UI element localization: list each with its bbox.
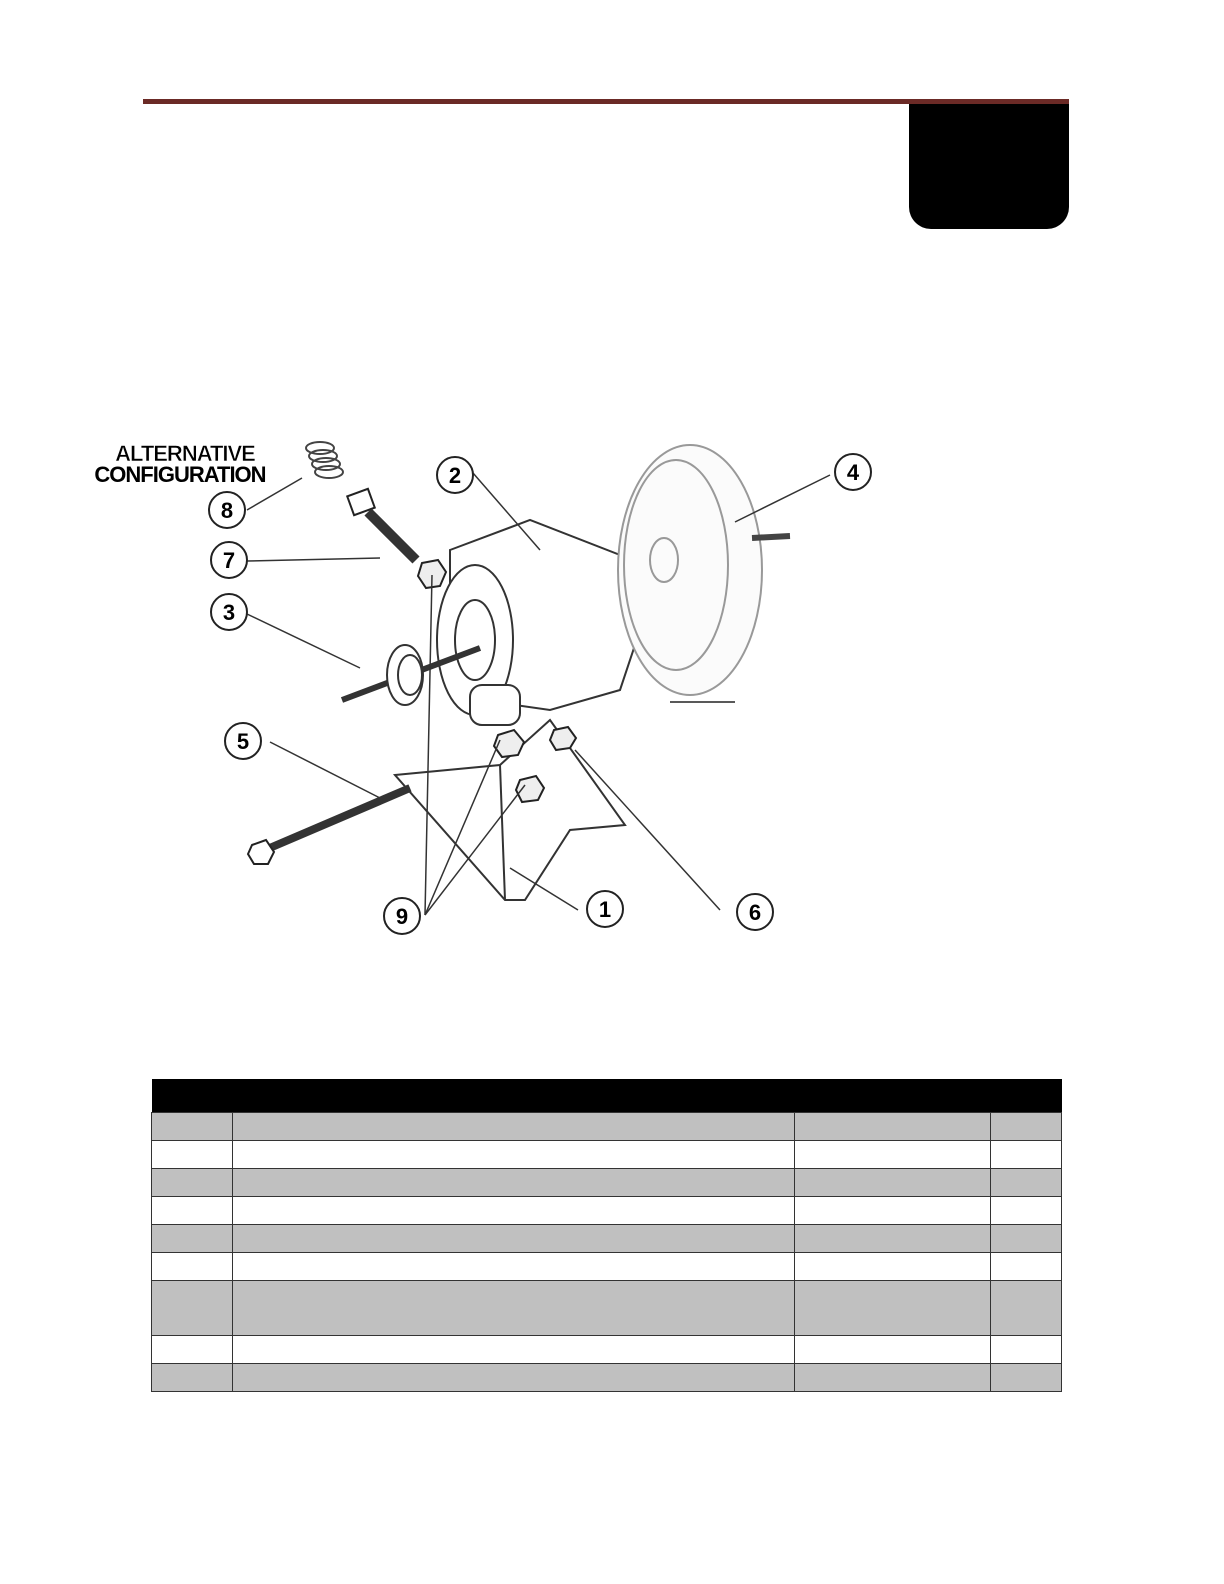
- table-cell: [233, 1364, 795, 1392]
- table-cell: [991, 1281, 1062, 1336]
- wheel-part: [618, 445, 790, 695]
- table-cell: [795, 1364, 991, 1392]
- table-cell: [991, 1141, 1062, 1169]
- callout-5-label: 5: [236, 729, 250, 754]
- table-row: [152, 1364, 1062, 1392]
- header-cell: [233, 1079, 795, 1113]
- table-row: [152, 1169, 1062, 1197]
- table-cell: [233, 1169, 795, 1197]
- table-cell: [795, 1197, 991, 1225]
- table-cell: [795, 1113, 991, 1141]
- callout-1-label: 1: [598, 897, 612, 922]
- table-cell: [152, 1364, 233, 1392]
- callout-7: [211, 542, 247, 578]
- table-cell: [152, 1141, 233, 1169]
- header-cell: [152, 1079, 233, 1113]
- table-cell: [795, 1336, 991, 1364]
- table-cell: [152, 1281, 233, 1336]
- table-cell: [991, 1225, 1062, 1253]
- spring-part: [306, 442, 343, 478]
- callout-9: [384, 898, 420, 934]
- table-row: [152, 1225, 1062, 1253]
- alternative-label-line2: CONFIGURATION: [94, 462, 266, 487]
- callout-9-label: 9: [395, 904, 409, 929]
- callout-2-label: 2: [448, 463, 462, 488]
- table-cell: [233, 1253, 795, 1281]
- table-cell: [991, 1364, 1062, 1392]
- table-row: [152, 1281, 1062, 1336]
- table-cell: [991, 1113, 1062, 1141]
- table-cell: [233, 1197, 795, 1225]
- parts-table-header: [152, 1079, 1062, 1113]
- table-cell: [795, 1141, 991, 1169]
- table-row: [152, 1253, 1062, 1281]
- table-cell: [152, 1253, 233, 1281]
- table-row: [152, 1336, 1062, 1364]
- table-cell: [233, 1281, 795, 1336]
- table-cell: [991, 1336, 1062, 1364]
- exploded-parts-diagram: [80, 430, 900, 950]
- bolt-part: [248, 788, 410, 864]
- callout-4: [835, 454, 871, 490]
- table-cell: [795, 1253, 991, 1281]
- table-cell: [152, 1336, 233, 1364]
- callout-3: [211, 594, 247, 630]
- table-cell: [795, 1169, 991, 1197]
- section-tab: [909, 104, 1069, 229]
- parts-table: [151, 1079, 1062, 1392]
- table-cell: [795, 1225, 991, 1253]
- callout-8: [209, 492, 245, 528]
- callout-6: [737, 894, 773, 930]
- callout-5: [225, 723, 261, 759]
- table-cell: [152, 1113, 233, 1141]
- callout-7-label: 7: [222, 548, 236, 573]
- callout-2: [437, 457, 473, 493]
- table-row: [152, 1197, 1062, 1225]
- callout-8-label: 8: [220, 498, 234, 523]
- table-cell: [233, 1225, 795, 1253]
- table-cell: [991, 1253, 1062, 1281]
- alternative-configuration-label: [94, 441, 265, 487]
- callout-3-label: 3: [222, 600, 236, 625]
- table-cell: [152, 1225, 233, 1253]
- screw-part: [347, 489, 416, 560]
- header-cell: [795, 1079, 991, 1113]
- table-cell: [795, 1281, 991, 1336]
- table-cell: [152, 1169, 233, 1197]
- callout-1: [587, 891, 623, 927]
- table-cell: [152, 1197, 233, 1225]
- alternative-label-line1: ALTERNATIVE: [115, 441, 255, 466]
- table-row: [152, 1141, 1062, 1169]
- callout-6-label: 6: [748, 900, 762, 925]
- table-cell: [233, 1336, 795, 1364]
- callout-4-label: 4: [846, 460, 860, 485]
- table-cell: [233, 1141, 795, 1169]
- header-cell: [991, 1079, 1062, 1113]
- table-cell: [991, 1197, 1062, 1225]
- table-cell: [233, 1113, 795, 1141]
- table-row: [152, 1113, 1062, 1141]
- table-cell: [991, 1169, 1062, 1197]
